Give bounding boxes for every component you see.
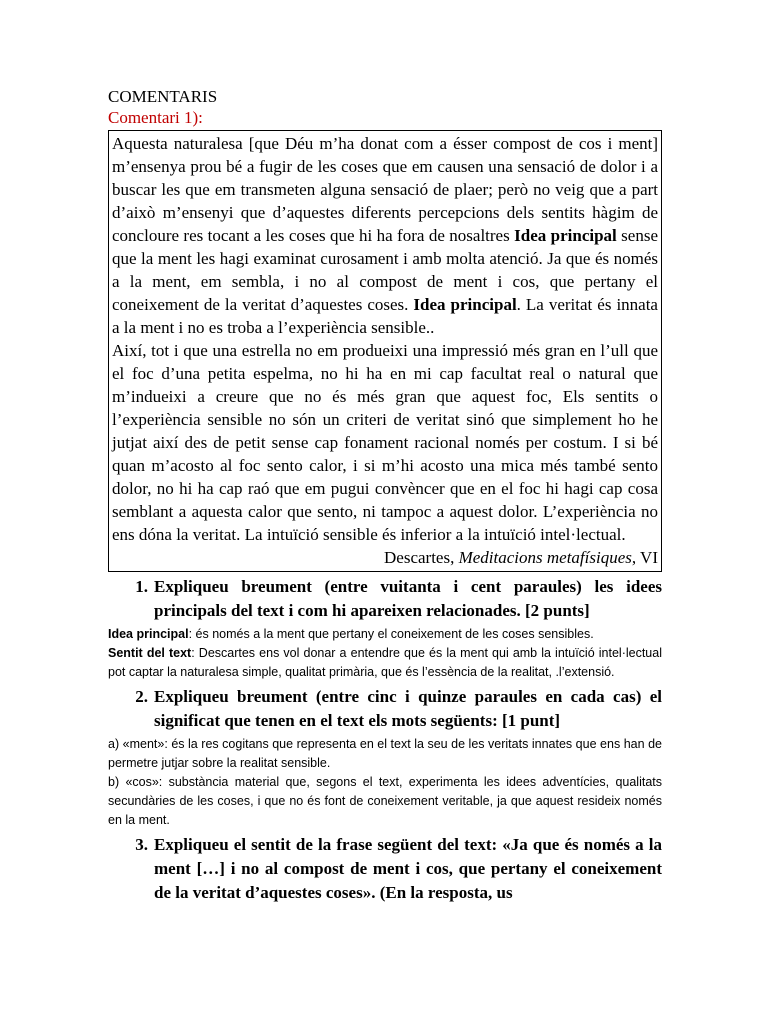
quote-text: . La veritat és innata a la ment i no es troba a l’experiència sensible..: [112, 295, 658, 337]
quote-text: sense que la ment les hagi examinat curosament i amb molta atenció. Ja que és només a la ment, em sembla, i no al compost de ment i cos, que pertany el coneixement de la veritat d’aquestes coses.: [112, 226, 659, 314]
answer-text: : és només a la ment que pertany el coneixement de les coses sensibles.: [188, 627, 594, 641]
question-text: Expliqueu breument (entre vuitanta i cent paraules) les idees principals del text i com hi apareixen relacionades. [2 punts]: [154, 577, 662, 620]
section-heading: COMENTARIS: [108, 87, 218, 106]
citation-title: Meditacions metafísiques: [458, 548, 632, 567]
quote-text: Aquesta naturalesa [que Déu m’ha donat com a ésser compost de cos i ment] m’ensenya prou bé a fugir de les coses que em causen una sensació de dolor i a buscar les que em transmeten alguna sensació de plaer; però no veig que a part d’això m’ensenyi que d’aquestes diferents percepcions dels sentits hàgim de concloure res tocant a les coses que hi ha fora de nosaltres: [112, 134, 658, 245]
idea-principal-marker: Idea principal: [413, 295, 517, 314]
commentary-title: Comentari 1):: [108, 108, 203, 127]
answer-line: [108, 625, 662, 644]
answer-line: b) «cos»: substància material que, segons el text, experimenta les idees adventícies, qualitats secundàries de les coses, i que no és font de coneixement veritable, ja que aquest resideix només en la ment.: [108, 775, 662, 827]
quoted-text-box: [108, 130, 662, 572]
answer-line: a) «ment»: és la res cogitans que representa en el text la seu de les veritats innates que ens han de permetre jutjar sobre la realitat sensible.: [108, 737, 662, 770]
question-text: Expliqueu el sentit de la frase següent del text: «Ja que és només a la ment […] i no al compost de ment i cos, que pertany el coneixement de la veritat d’aquestes coses». (En la resposta, us: [154, 835, 662, 902]
answer-label: Idea principal: [108, 627, 189, 641]
question-1: [108, 575, 662, 623]
idea-principal-marker: Idea principal: [514, 226, 617, 245]
citation-section: , VI: [631, 548, 658, 567]
answer-line: [108, 644, 662, 682]
citation-author: Descartes,: [384, 548, 459, 567]
question-number: 2.: [135, 687, 148, 706]
quote-paragraph-1: [112, 132, 658, 339]
question-3: [108, 833, 662, 905]
answer-label: Sentit del text: [108, 646, 192, 660]
answer-text: : Descartes ens vol donar a entendre que és la ment qui amb la intuïció intel·lectual pot captar la naturalesa simple, qualitat primària, que és l’essència de la realitat, .l’extensió.: [108, 646, 662, 679]
citation: [112, 546, 658, 569]
question-number: 3.: [135, 835, 148, 854]
quote-paragraph-2: Així, tot i que una estrella no em produeixi una impressió més gran en l’ull que el foc d’una petita espelma, no hi ha en mi cap facultat real o natural que m’indueixi a creure que no és més gran que aquest foc, Els sentits o l’experiència sensible no són un criteri de veritat sinó que simplement ho he jutjat així des de petit sense cap fonament racional només per costum. I si bé quan m’acosto al foc sento calor, i si m’hi acosto una mica més també sento dolor, no hi ha cap raó que em pugui convèncer que en el foc hi hagi cap cosa semblant a aquesta calor que sento, ni tampoc a aquest dolor. L’experiència no ens dóna la veritat. La intuïció sensible és inferior a la intuïció intel·lectual.: [112, 341, 658, 544]
document-page: [108, 86, 662, 907]
question-text: Expliqueu breument (entre cinc i quinze paraules en cada cas) el significat que tenen en el text els mots següents: [1 punt]: [154, 687, 662, 730]
question-number: 1.: [135, 577, 148, 596]
question-2: [108, 685, 662, 733]
